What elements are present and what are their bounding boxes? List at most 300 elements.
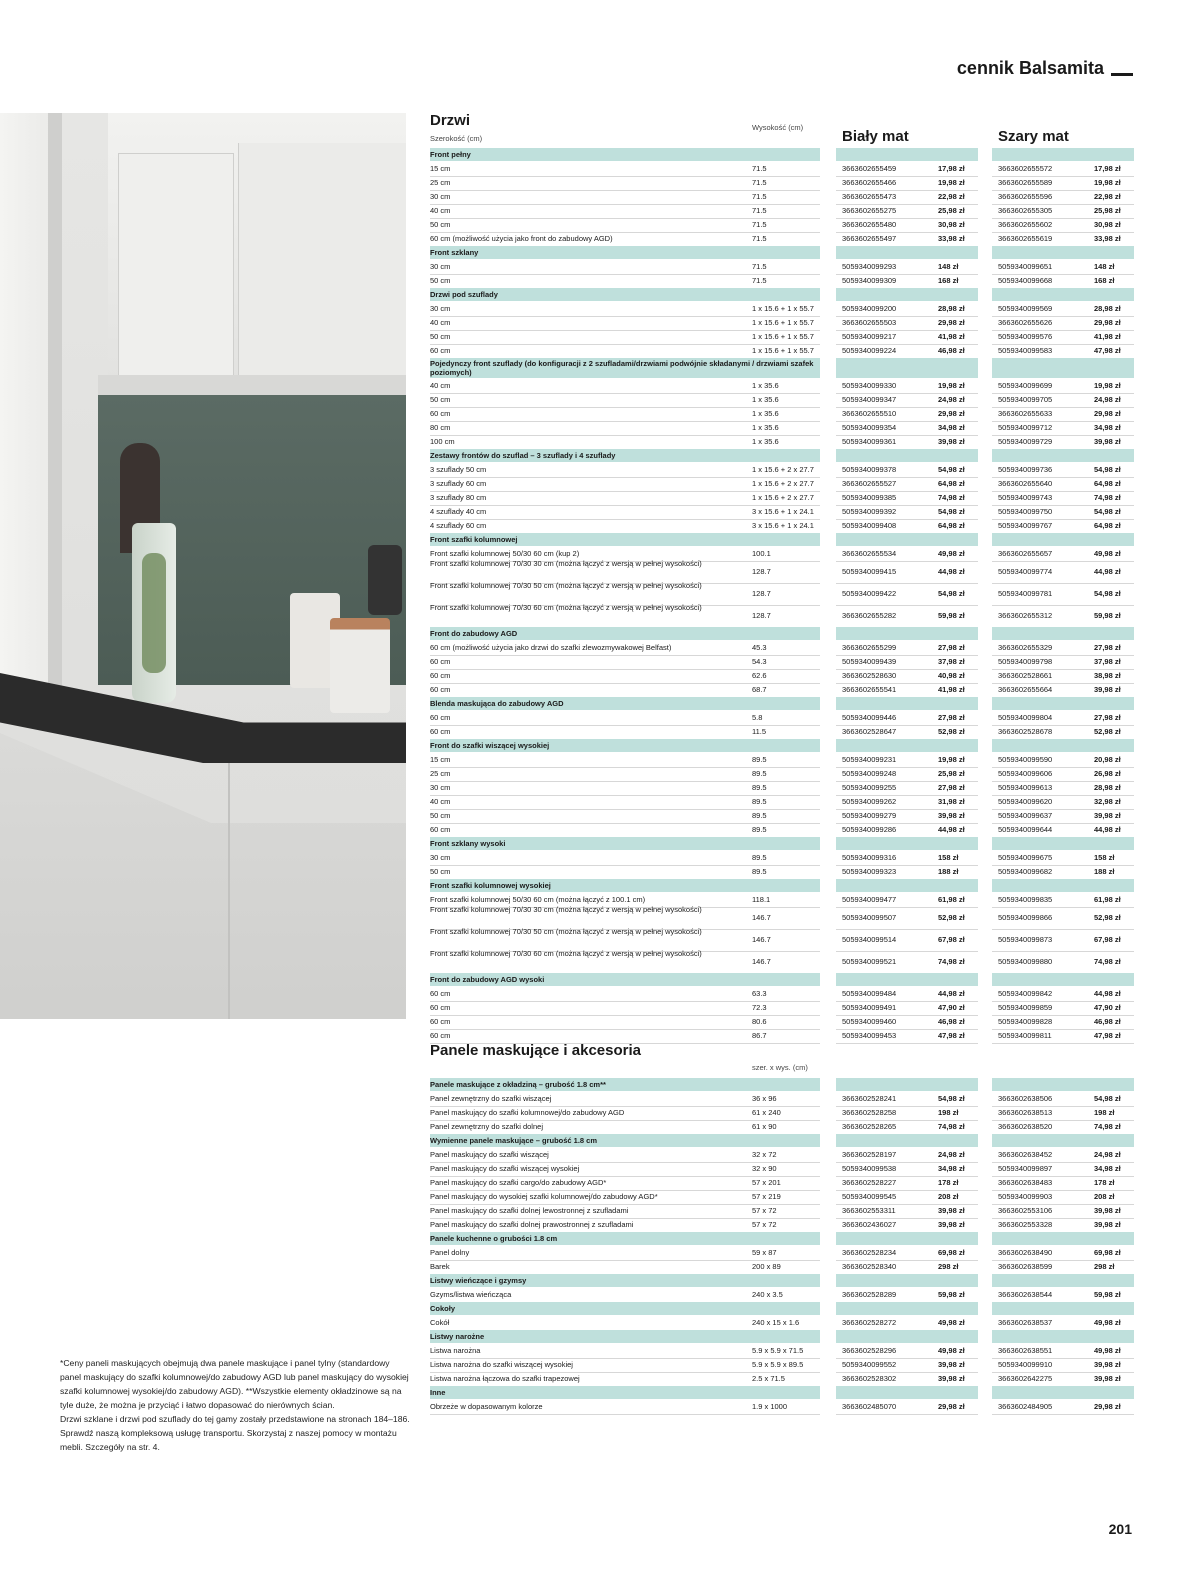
grey-price: 19,98 zł [1094,178,1121,187]
white-barcode: 3663602528630 [842,671,897,680]
item-dimension: 200 x 89 [752,1262,781,1271]
grey-barcode: 3663602638599 [998,1262,1053,1271]
white-price: 39,98 zł [938,437,965,446]
category-label: Panele maskujące z okładziną – grubość 1.8 cm** [430,1080,606,1089]
item-dimension: 1 x 15.6 + 2 x 27.7 [752,465,814,474]
table-row [0,547,1200,561]
grey-price: 49,98 zł [1094,1318,1121,1327]
white-price: 29,98 zł [938,318,965,327]
table-row [0,1162,1200,1176]
white-barcode: 3663602528234 [842,1248,897,1257]
grey-barcode: 5059340099613 [998,783,1053,792]
table-row [0,561,1200,583]
table-row [0,583,1200,605]
page-number: 201 [1108,1521,1132,1537]
category-bar [992,879,1134,892]
item-name: Front szafki kolumnowej 70/30 30 cm (można łączyć z wersją w pełnej wysokości) [430,906,702,914]
item-name: 30 cm [430,192,451,201]
category-label: Front szklany wysoki [430,839,506,848]
white-barcode: 3663602528289 [842,1290,897,1299]
white-barcode: 5059340099224 [842,346,897,355]
table-row [0,781,1200,795]
item-name: 60 cm [430,657,451,666]
item-dimension: 89.5 [752,867,767,876]
item-dimension: 5.9 x 5.9 x 71.5 [752,1346,804,1355]
grey-barcode: 5059340099712 [998,423,1053,432]
white-price: 168 zł [938,276,959,285]
white-barcode: 5059340099552 [842,1360,897,1369]
item-dimension: 1 x 35.6 [752,437,779,446]
item-name: Listwa narożna [430,1346,481,1355]
white-price: 74,98 zł [938,957,965,966]
grey-barcode: 5059340099767 [998,521,1053,530]
white-price: 24,98 zł [938,395,965,404]
item-name: Panel maskujący do szafki wiszącej wysokiej [430,1164,580,1173]
white-price: 17,98 zł [938,164,965,173]
white-barcode: 3663602655282 [842,611,897,620]
white-barcode: 3663602528241 [842,1094,897,1103]
table-row [0,1001,1200,1015]
grey-price: 44,98 zł [1094,825,1121,834]
item-dimension: 36 x 96 [752,1094,777,1103]
grey-price: 158 zł [1094,853,1115,862]
white-price: 54,98 zł [938,507,965,516]
item-dimension: 80.6 [752,1017,767,1026]
table-row [0,1190,1200,1204]
grey-price: 67,98 zł [1094,935,1121,944]
item-dimension: 146.7 [752,913,771,922]
white-barcode: 5059340099460 [842,1017,897,1026]
category-bar [836,1386,978,1399]
category-bar [836,148,978,161]
item-name: Cokół [430,1318,450,1327]
white-price: 22,98 zł [938,192,965,201]
category-label: Cokoły [430,1304,456,1313]
grey-barcode: 5059340099675 [998,853,1053,862]
item-dimension: 1 x 35.6 [752,423,779,432]
table-row [0,463,1200,477]
grey-barcode: 3663602655329 [998,643,1053,652]
item-name: 60 cm [430,671,451,680]
item-dimension: 3 x 15.6 + 1 x 24.1 [752,507,814,516]
grey-barcode: 5059340099736 [998,465,1053,474]
white-price: 49,98 zł [938,1318,965,1327]
item-name: 40 cm [430,318,451,327]
grey-barcode: 5059340099866 [998,913,1053,922]
category-bar [836,288,978,301]
item-dimension: 1 x 35.6 [752,395,779,404]
category-label: Front do szafki wiszącej wysokiej [430,741,550,750]
table-row [0,393,1200,407]
item-name: 40 cm [430,206,451,215]
white-barcode: 5059340099385 [842,493,897,502]
item-name: 30 cm [430,853,451,862]
grey-price: 49,98 zł [1094,549,1121,558]
table-row [0,1288,1200,1302]
item-name: Obrzeże w dopasowanym kolorze [430,1402,543,1411]
grey-price: 34,98 zł [1094,423,1121,432]
item-dimension: 1 x 15.6 + 2 x 27.7 [752,479,814,488]
row-divider [430,1414,820,1415]
grey-barcode: 5059340099569 [998,304,1053,313]
grey-price: 26,98 zł [1094,769,1121,778]
item-name: 60 cm [430,1031,451,1040]
item-name: 25 cm [430,769,451,778]
item-name: 30 cm [430,262,451,271]
category-bar [992,739,1134,752]
white-barcode: 3663602655541 [842,685,897,694]
item-name: 40 cm [430,797,451,806]
item-name: Front szafki kolumnowej 70/30 30 cm (można łączyć z wersją w pełnej wysokości) [430,560,702,568]
grey-price: 37,98 zł [1094,657,1121,666]
white-barcode: 5059340099316 [842,853,897,862]
table-row [0,260,1200,274]
item-dimension: 2.5 x 71.5 [752,1374,785,1383]
grey-barcode: 3663602655664 [998,685,1053,694]
table-row [0,505,1200,519]
item-dimension: 89.5 [752,755,767,764]
item-name: Panel zewnętrzny do szafki dolnej [430,1122,543,1131]
grey-barcode: 3663602655657 [998,549,1053,558]
grey-price: 61,98 zł [1094,895,1121,904]
grey-barcode: 3663602655626 [998,318,1053,327]
category-bar [992,1274,1134,1287]
white-barcode: 5059340099378 [842,465,897,474]
white-barcode: 5059340099354 [842,423,897,432]
category-bar [992,627,1134,640]
white-barcode: 5059340099262 [842,797,897,806]
white-barcode: 3663602528296 [842,1346,897,1355]
grey-price: 19,98 zł [1094,381,1121,390]
row-divider [836,1414,978,1415]
grey-barcode: 3663602553328 [998,1220,1053,1229]
table-row [0,683,1200,697]
category-bar [992,837,1134,850]
white-barcode: 5059340099361 [842,437,897,446]
table-row [0,176,1200,190]
grey-barcode: 3663602655572 [998,164,1053,173]
table-row [0,330,1200,344]
item-dimension: 89.5 [752,853,767,862]
item-dimension: 71.5 [752,206,767,215]
white-barcode: 3663602655299 [842,643,897,652]
category-bar [992,148,1134,161]
white-price: 61,98 zł [938,895,965,904]
item-name: 3 szuflady 80 cm [430,493,487,502]
white-price: 41,98 zł [938,685,965,694]
grey-barcode: 5059340099590 [998,755,1053,764]
grey-price: 20,98 zł [1094,755,1121,764]
category-bar [992,246,1134,259]
white-barcode: 5059340099347 [842,395,897,404]
table-row [0,951,1200,973]
section-title-panels: Panele maskujące i akcesoria [430,1042,641,1059]
item-name: Gzyms/listwa wieńcząca [430,1290,512,1299]
white-price: 64,98 zł [938,479,965,488]
grey-price: 52,98 zł [1094,727,1121,736]
item-dimension: 32 x 72 [752,1150,777,1159]
white-price: 178 zł [938,1178,959,1187]
table-row [0,1120,1200,1134]
white-barcode: 5059340099491 [842,1003,897,1012]
category-bar [992,973,1134,986]
white-price: 47,90 zł [938,1003,965,1012]
white-price: 46,98 zł [938,1017,965,1026]
grey-price: 46,98 zł [1094,1017,1121,1026]
item-name: 60 cm [430,989,451,998]
item-dimension: 57 x 72 [752,1206,777,1215]
grey-price: 54,98 zł [1094,465,1121,474]
item-name: 60 cm [430,1017,451,1026]
category-bar [836,973,978,986]
item-name: Panel zewnętrzny do szafki wiszącej [430,1094,552,1103]
grey-barcode: 5059340099781 [998,589,1053,598]
grey-price: 39,98 zł [1094,437,1121,446]
grey-price: 39,98 zł [1094,811,1121,820]
category-label: Wymienne panele maskujące – grubość 1.8 cm [430,1136,598,1145]
table-row [0,809,1200,823]
grey-barcode: 5059340099576 [998,332,1053,341]
category-label: Zestawy frontów do szuflad – 3 szuflady i 4 szuflady [430,451,616,460]
white-price: 188 zł [938,867,959,876]
grey-barcode: 3663602638483 [998,1178,1053,1187]
category-label: Listwy wieńczące i gzymsy [430,1276,527,1285]
item-dimension: 1 x 15.6 + 1 x 55.7 [752,318,814,327]
table-row [0,316,1200,330]
table-row [0,753,1200,767]
item-dimension: 86.7 [752,1031,767,1040]
white-price: 39,98 zł [938,1206,965,1215]
grey-price: 39,98 zł [1094,1360,1121,1369]
grey-barcode: 5059340099668 [998,276,1053,285]
grey-price: 74,98 zł [1094,957,1121,966]
white-barcode: 3663602528340 [842,1262,897,1271]
grey-price: 22,98 zł [1094,192,1121,201]
grey-barcode: 5059340099705 [998,395,1053,404]
item-dimension: 63.3 [752,989,767,998]
white-price: 25,98 zł [938,769,965,778]
grey-barcode: 5059340099804 [998,713,1053,722]
item-name: Front szafki kolumnowej 50/30 60 cm (można łączyć z 100.1 cm) [430,895,646,904]
table-row [0,218,1200,232]
item-dimension: 11.5 [752,727,767,736]
white-price: 64,98 zł [938,521,965,530]
item-name: 60 cm [430,346,451,355]
item-dimension: 1.9 x 1000 [752,1402,788,1411]
table-row [0,302,1200,316]
grey-barcode: 3663602638537 [998,1318,1053,1327]
white-barcode: 3663602553311 [842,1206,896,1215]
category-label: Front do zabudowy AGD wysoki [430,975,545,984]
category-label: Front pełny [430,150,471,159]
item-dimension: 89.5 [752,769,767,778]
grey-barcode: 5059340099842 [998,989,1053,998]
grey-barcode: 5059340099774 [998,567,1053,576]
item-dimension: 1 x 15.6 + 2 x 27.7 [752,493,814,502]
grey-barcode: 3663602528678 [998,727,1053,736]
grey-price: 32,98 zł [1094,797,1121,806]
white-price: 34,98 zł [938,1164,965,1173]
white-price: 31,98 zł [938,797,965,806]
table-row [0,795,1200,809]
grey-barcode: 3663602655633 [998,409,1053,418]
grey-price: 38,98 zł [1094,671,1121,680]
grey-barcode: 3663602655589 [998,178,1053,187]
grey-barcode: 5059340099620 [998,797,1053,806]
grey-barcode: 5059340099637 [998,811,1053,820]
item-name: Listwa narożna łączowa do szafki trapezowej [430,1374,580,1383]
category-bar [836,837,978,850]
item-name: 15 cm [430,164,451,173]
grey-price: 29,98 zł [1094,318,1121,327]
table-row [0,274,1200,288]
white-barcode: 5059340099309 [842,276,897,285]
category-bar [992,1386,1134,1399]
grey-price: 29,98 zł [1094,1402,1121,1411]
item-dimension: 118.1 [752,895,771,904]
white-barcode: 3663602528227 [842,1178,897,1187]
item-dimension: 32 x 90 [752,1164,777,1173]
table-row [0,823,1200,837]
white-price: 29,98 zł [938,1402,965,1411]
category-bar [430,246,820,259]
white-barcode: 3663602528197 [842,1150,897,1159]
white-price: 19,98 zł [938,755,965,764]
item-name: 50 cm [430,395,451,404]
grey-barcode: 3663602655596 [998,192,1053,201]
footnote-delivery: Drzwi szklane i drzwi pod szuflady do tej gamy zostały przedstawione na stronach 184–186. Sprawdź naszą kompleksową usługę transportu. Skorzystaj z naszej pomocy w montażu mebli. Szczegóły na str. 4. [60,1414,410,1452]
item-name: 50 cm [430,332,451,341]
grey-barcode: 3663602655602 [998,220,1053,229]
grey-barcode: 5059340099651 [998,262,1053,271]
grey-barcode: 3663602553106 [998,1206,1053,1215]
grey-price: 47,98 zł [1094,1031,1121,1040]
category-bar [992,449,1134,462]
item-name: 25 cm [430,178,451,187]
item-name: Panel maskujący do szafki wiszącej [430,1150,549,1159]
white-price: 44,98 zł [938,567,965,576]
grey-price: 44,98 zł [1094,989,1121,998]
white-barcode: 5059340099514 [842,935,897,944]
grey-price: 64,98 zł [1094,521,1121,530]
grey-price: 74,98 zł [1094,1122,1121,1131]
table-row [0,767,1200,781]
white-price: 25,98 zł [938,206,965,215]
item-dimension: 71.5 [752,178,767,187]
category-label: Inne [430,1388,446,1397]
item-name: 60 cm (możliwość użycia jako drzwi do szafki zlewozmywakowej Belfast) [430,643,672,652]
table-row [0,1029,1200,1043]
row-divider [992,1043,1134,1044]
footnote [60,1356,410,1454]
grey-price: 30,98 zł [1094,220,1121,229]
white-barcode: 5059340099392 [842,507,897,516]
item-dimension: 89.5 [752,811,767,820]
column-header-white-matte: Biały mat [842,128,909,145]
white-barcode: 3663602655275 [842,206,897,215]
white-price: 28,98 zł [938,304,965,313]
item-dimension: 61 x 240 [752,1108,781,1117]
item-dimension: 89.5 [752,797,767,806]
table-row [0,605,1200,627]
grey-price: 39,98 zł [1094,1220,1121,1229]
white-barcode: 5059340099323 [842,867,897,876]
grey-barcode: 5059340099811 [998,1031,1052,1040]
grey-price: 28,98 zł [1094,783,1121,792]
item-name: 60 cm [430,1003,451,1012]
white-price: 19,98 zł [938,178,965,187]
item-dimension: 89.5 [752,783,767,792]
item-name: 60 cm [430,825,451,834]
item-name: Panel maskujący do szafki dolnej prawostronnej z szufladami [430,1220,634,1229]
white-barcode: 3663602528647 [842,727,897,736]
grey-price: 64,98 zł [1094,479,1121,488]
item-dimension: 71.5 [752,220,767,229]
item-name: Panel dolny [430,1248,470,1257]
table-row [0,669,1200,683]
white-barcode: 5059340099200 [842,304,897,313]
table-row [0,421,1200,435]
item-name: 3 szuflady 50 cm [430,465,487,474]
category-bar [992,1302,1134,1315]
footnote-panels: *Ceny paneli maskujących obejmują dwa panele maskujące i panel tylny (standardowy panel maskujący do szafki kolumnowej/do zabudowy AGD lub panel maskujący do wysokiej szafki kolumnowej wysokiej/do zabudowy AGD). **Wszystkie elementy okładzinowe są na tyle duże, że można je przyciąć i łatwo dopasować do nierównych ścian. [60,1358,409,1410]
grey-barcode: 5059340099750 [998,507,1053,516]
category-label: Pojedynczy front szuflady (do konfiguracji z 2 szufladami/drzwiami podwójnie składanymi / drzwiami szafek poziomych) [430,359,814,377]
white-barcode: 5059340099248 [842,769,897,778]
white-price: 39,98 zł [938,811,965,820]
white-barcode: 3663602655534 [842,549,897,558]
white-price: 29,98 zł [938,409,965,418]
item-dimension: 1 x 15.6 + 1 x 55.7 [752,332,814,341]
white-barcode: 3663602528258 [842,1108,897,1117]
white-price: 52,98 zł [938,727,965,736]
table-row [0,204,1200,218]
item-dimension: 100.1 [752,549,771,558]
category-bar [992,1232,1134,1245]
grey-barcode: 5059340099873 [998,935,1053,944]
white-price: 27,98 zł [938,783,965,792]
grey-barcode: 5059340099606 [998,769,1053,778]
grey-barcode: 5059340099583 [998,346,1053,355]
grey-price: 148 zł [1094,262,1115,271]
item-name: 80 cm [430,423,451,432]
grey-barcode: 3663602638452 [998,1150,1053,1159]
white-price: 59,98 zł [938,611,965,620]
white-price: 39,98 zł [938,1220,965,1229]
item-name: 15 cm [430,755,451,764]
item-dimension: 89.5 [752,825,767,834]
grey-barcode: 5059340099880 [998,957,1053,966]
item-name: 4 szuflady 40 cm [430,507,487,516]
category-bar [992,1134,1134,1147]
grey-price: 59,98 zł [1094,1290,1121,1299]
row-divider [836,1043,978,1044]
grey-price: 29,98 zł [1094,409,1121,418]
item-dimension: 57 x 219 [752,1192,781,1201]
white-price: 74,98 zł [938,1122,965,1131]
grey-price: 54,98 zł [1094,1094,1121,1103]
white-price: 208 zł [938,1192,959,1201]
grey-price: 52,98 zł [1094,913,1121,922]
item-name: 50 cm [430,276,451,285]
category-bar [992,288,1134,301]
item-dimension: 71.5 [752,234,767,243]
item-dimension: 146.7 [752,957,771,966]
grey-barcode: 3663602638490 [998,1248,1053,1257]
grey-price: 44,98 zł [1094,567,1121,576]
white-barcode: 3663602655527 [842,479,897,488]
grey-price: 24,98 zł [1094,1150,1121,1159]
